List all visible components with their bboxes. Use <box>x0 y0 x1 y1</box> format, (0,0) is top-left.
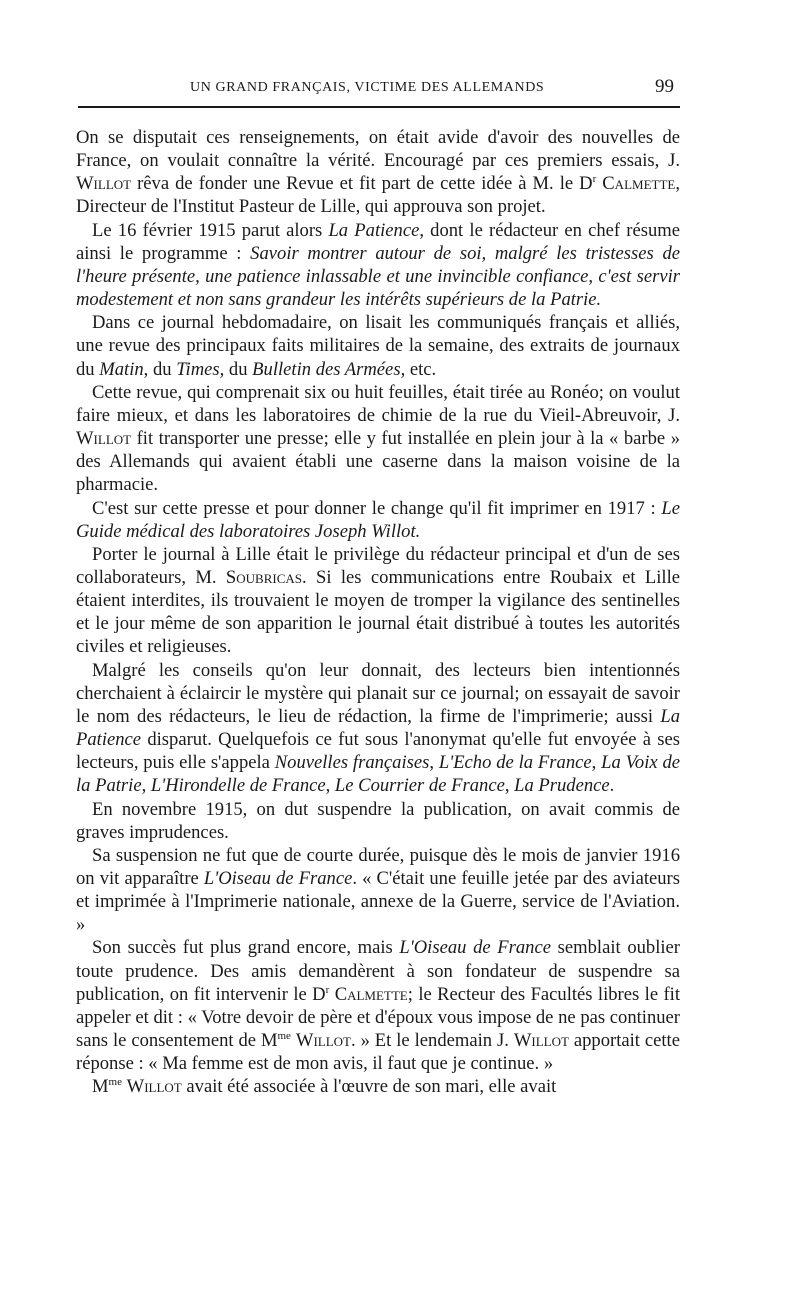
small-caps-name: Calmette <box>334 983 408 1005</box>
small-caps-name: Willot <box>295 1030 351 1052</box>
paragraph <box>76 497 680 543</box>
text-run: disparut. Quelquefois ce fut sous l'anonymat qu'elle fut envoyée à ses lecteurs, puis elle s'appela <box>76 729 680 774</box>
paragraph <box>76 798 680 844</box>
text-run: Son succès fut plus grand encore, mais <box>92 937 400 959</box>
paragraph <box>76 311 680 380</box>
text-run: . <box>609 775 615 797</box>
text-run: , <box>504 775 515 797</box>
italic-text: Le Courrier de France <box>334 775 505 797</box>
text-run: avait été associée à l'œuvre de son mari, elle avait <box>181 1076 557 1098</box>
italic-text: Nouvelles françaises <box>274 752 430 774</box>
text-run: Porter le journal à Lille était le privilège du rédacteur principal et d'un de ses collaborateurs, M. <box>76 543 680 588</box>
running-title: UN GRAND FRANÇAIS, VICTIME DES ALLEMANDS <box>190 80 545 95</box>
small-caps-name: Calmette <box>602 173 676 195</box>
italic-text: L'Oiseau de France <box>203 868 353 889</box>
text-run: . « C'était une feuille jetée par des aviateurs et imprimée à l'Imprimerie nationale, annexe de la Guerre, service de l'Aviation. » <box>76 868 680 936</box>
text-run: semblait oublier toute prudence. Des amis demandèrent à son fondateur de suspendre sa publication, on fit intervenir le D <box>76 937 680 1005</box>
italic-text: L'Echo de la France <box>438 752 592 774</box>
superscript-text: r <box>325 983 330 996</box>
text-run: Dans ce journal hebdomadaire, on lisait les communiqués français et alliés, une revue des principaux faits militaires de la semaine, des extraits de journaux du <box>76 312 680 380</box>
text-run: , du <box>219 358 253 380</box>
small-caps-name: Willot <box>76 428 132 450</box>
paragraph <box>76 936 680 1075</box>
italic-text: La Patience <box>328 219 420 241</box>
paragraph <box>76 543 680 659</box>
italic-text: L'Hirondelle de France <box>150 775 326 797</box>
text-run: Le 16 février 1915 parut alors <box>92 219 329 241</box>
text-run: , Directeur de l'Institut Pasteur de Lille, qui approuva son projet. <box>76 173 680 218</box>
page-number: 99 <box>655 76 674 97</box>
italic-text: Savoir montrer autour de soi, malgré les tristesses de l'heure présente, une patience inlassable et une invincible confiance, c'est servir modestement et non sans grandeur les intérêts supérieurs de la Patrie. <box>76 242 680 311</box>
paragraph <box>76 381 680 497</box>
text-run: En novembre 1915, on dut suspendre la publication, on avait commis de graves imprudences. <box>76 798 680 843</box>
text-run: . Si les communications entre Roubaix et Lille étaient interdites, ils trouvaient le moyen de tromper la vigilance des sentinelles et le jour même de son apparition le journal était distribué à toutes les autorités civiles et religieuses. <box>76 566 680 658</box>
paragraph <box>76 659 680 798</box>
small-caps-name: Willot <box>76 173 132 195</box>
paragraph <box>76 1075 680 1098</box>
superscript-text: me <box>277 1029 291 1042</box>
text-run: apportait cette réponse : « Ma femme est de mon avis, il faut que je continue. » <box>76 1030 680 1075</box>
text-run: rêva de fonder une Revue et fit part de cette idée à M. le D <box>131 173 593 195</box>
text-run: On se disputait ces renseignements, on était avide d'avoir des nouvelles de France, on voulait connaître la vérité. Encouragé par ces premiers essais, J. <box>76 127 680 172</box>
text-run: , <box>325 775 335 797</box>
superscript-text: r <box>592 173 597 186</box>
body-text <box>76 126 680 1099</box>
text-run: , <box>429 752 439 774</box>
text-run: Malgré les conseils qu'on leur donnait, des lecteurs bien intentionnés cherchaient à éclaircir le mystère qui planait sur ce journal; on essayait de savoir le nom des rédacteurs, le lieu de rédaction, la firme de l'imprimerie; aussi <box>76 659 680 727</box>
italic-text: La Patience <box>76 705 680 751</box>
italic-text: Bulletin des Armées <box>252 358 401 380</box>
text-run: M <box>92 1076 109 1098</box>
superscript-text: me <box>108 1076 122 1089</box>
italic-text: Le Guide médical des laboratoires Joseph Willot. <box>76 497 680 542</box>
paragraph <box>76 844 680 937</box>
paragraph <box>76 219 680 312</box>
small-caps-name: Soubricas <box>225 566 302 588</box>
page-header <box>78 76 680 108</box>
text-run: , dont le rédacteur en chef résume ainsi le programme : <box>76 219 681 264</box>
italic-text: La Prudence <box>514 775 610 797</box>
italic-text: Matin <box>99 358 144 380</box>
text-run: , du <box>143 358 177 380</box>
text-run: Cette revue, qui comprenait six ou huit feuilles, était tirée au Ronéo; on voulut faire mieux, et dans les laboratoires de chimie de la rue du Vieil-Abreuvoir, J. <box>76 381 680 426</box>
text-run: . » Et le lendemain J. <box>350 1030 514 1052</box>
small-caps-name: Willot <box>513 1030 569 1052</box>
text-run: C'est sur cette presse et pour donner le change qu'il fit imprimer en 1917 : <box>92 497 662 519</box>
italic-text: Times <box>176 358 220 380</box>
text-run: ; le Recteur des Facultés libres le fit appeler et dit : « Votre devoir de père et d'époux vous impose de ne pas continuer sans le consentement de M <box>76 983 680 1052</box>
italic-text: La Voix de la Patrie <box>76 752 681 797</box>
paragraph <box>76 126 680 219</box>
text-run: , <box>591 752 602 774</box>
italic-text: L'Oiseau de France <box>399 937 551 959</box>
text-run: , <box>141 775 151 797</box>
text-run: Sa suspension ne fut que de courte durée, puisque dès le mois de janvier 1916 on vit apparaître <box>76 844 680 889</box>
text-run: fit transporter une presse; elle y fut installée en plein jour à la « barbe » des Allemands qui avaient établi une caserne dans la maison voisine de la pharmacie. <box>76 428 680 496</box>
text-run: , etc. <box>400 358 437 380</box>
small-caps-name: Willot <box>126 1076 182 1098</box>
